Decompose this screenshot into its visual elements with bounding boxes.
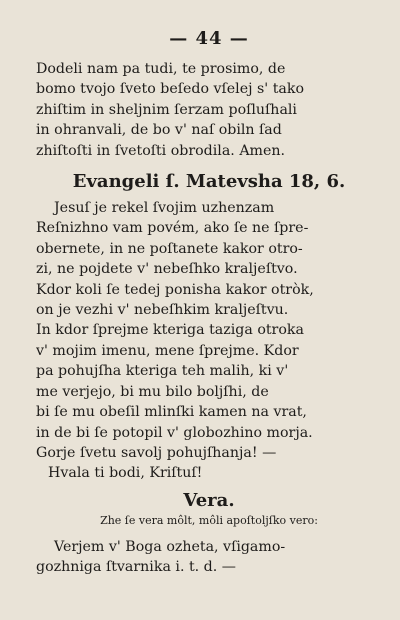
page-number: — 44 —	[169, 28, 249, 49]
text-line: in ohranvali, de bo v' naſ obiln ſad	[36, 122, 282, 139]
text-line: Reſnizhno vam povém, ako ſe ne ſpre-	[36, 220, 309, 237]
text-line: in de bi ſe potopil v' globozhino morja.	[36, 424, 313, 441]
text-line: on je vezhi v' nebeſhkim kraljeſtvu.	[36, 302, 289, 319]
text-line: obernete, in ne poſtanete kakor otro-	[36, 240, 303, 257]
text-line: me verjejo, bi mu bilo boljſhi, de	[36, 383, 269, 400]
text-line: gozhniga ſtvarnika i. t. d. —	[36, 559, 236, 576]
text-line: bomo tvojo ſveto beſedo vſelej s' tako	[36, 81, 305, 98]
text-line: Gorje ſvetu savolj pohujſhanja! —	[36, 444, 277, 461]
vera-subtitle: Zhe ſe vera môlt, môli apoſtoljſko vero:	[100, 513, 318, 527]
evangeli-paragraph	[36, 198, 382, 484]
text-line: Verjem v' Boga ozheta, vſigamo-	[54, 538, 286, 555]
text-line: zi, ne pojdete v' nebeſhko kraljeſtvo.	[36, 261, 298, 278]
section-title-evangeli: Evangeli ſ. Matevsha 18, 6.	[72, 171, 346, 193]
text-line: Jesuſ je rekel ſvojim uzhenzam	[54, 200, 275, 217]
text-line: Hvala ti bodi, Kriſtuſ!	[48, 465, 203, 482]
text-line: zhiſtim in sheljnim ſerzam poſluſhali	[36, 101, 297, 118]
vera-paragraph	[36, 537, 382, 578]
text-line: Dodeli nam pa tudi, te prosimo, de	[36, 61, 286, 77]
text-line: bi ſe mu obeſil mlinſki kamen na vrat,	[36, 404, 307, 421]
text-line: pa pohujſha kteriga teh malih, ki v'	[36, 363, 289, 380]
text-line: Kdor koli ſe tedej ponisha kakor otròk,	[36, 281, 314, 298]
text-line: zhiſtoſti in ſvetoſti obrodila. Amen.	[36, 142, 286, 159]
top-paragraph	[36, 59, 382, 161]
section-title-vera: Vera.	[183, 489, 235, 511]
text-line: v' mojim imenu, mene ſprejme. Kdor	[36, 342, 299, 359]
text-line: In kdor ſprejme kteriga taziga otroka	[36, 322, 304, 339]
